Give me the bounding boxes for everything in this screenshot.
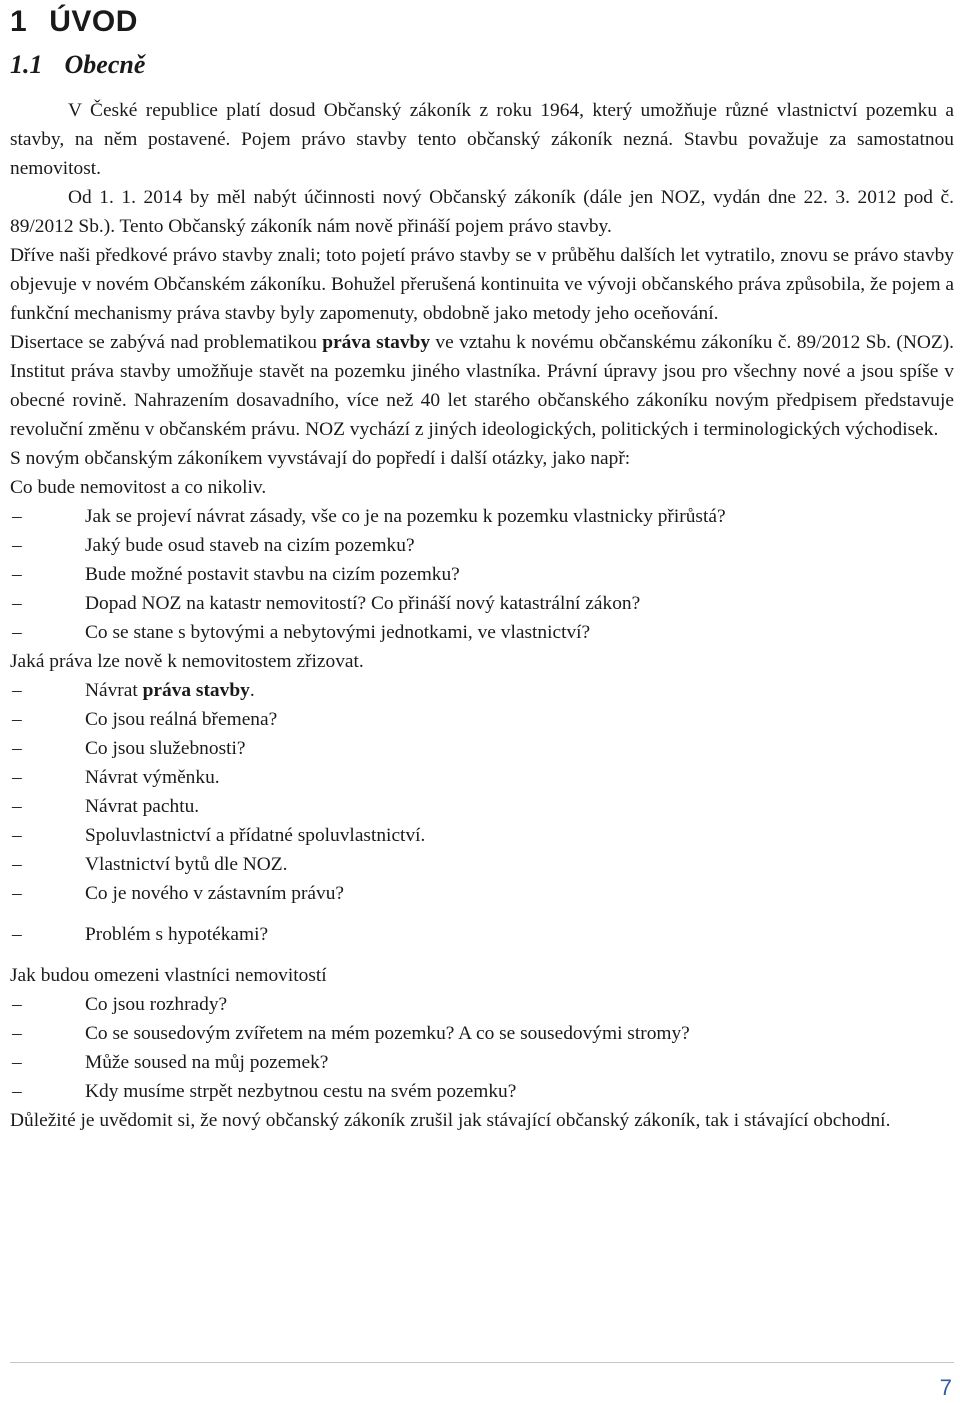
paragraph-conclusion: Důležité je uvědomit si, že nový občanský zákoník zrušil jak stávající občanský zákoník, tak i stávající obchodní. [10, 1110, 891, 1131]
list-item-text: Co se stane s bytovými a nebytovými jednotkami, ve vlastnictví? [85, 622, 591, 643]
page-number: 7 [939, 1375, 952, 1400]
body-text [10, 96, 954, 1135]
owners-list [10, 990, 954, 1106]
list-item-text: Vlastnictví bytů dle NOZ. [85, 854, 288, 875]
list-item [10, 792, 954, 821]
paragraph-questions-intro: S novým občanským zákoníkem vyvstávají do popředí i další otázky, jako např: [10, 448, 631, 469]
list-item-text: Spoluvlastnictví a přídatné spoluvlastnictví. [85, 825, 426, 846]
paragraph-property: Co bude nemovitost a co nikoliv. [10, 477, 267, 498]
list-item [10, 676, 954, 705]
dash-bullet-icon: – [12, 994, 22, 1015]
list-item [10, 1048, 954, 1077]
dash-bullet-icon: – [12, 506, 22, 527]
question-list [10, 502, 954, 647]
dash-bullet-icon: – [12, 709, 22, 730]
list-item [10, 560, 954, 589]
document-page [10, 0, 954, 1135]
dash-bullet-icon: – [12, 593, 22, 614]
list-item [10, 1019, 954, 1048]
chapter-heading [10, 0, 954, 40]
list-item-text: Problém s hypotékami? [85, 924, 269, 945]
section-number: 1.1 [10, 50, 43, 79]
list-item [10, 618, 954, 647]
dash-bullet-icon: – [12, 796, 22, 817]
list-item-text: Jak se projeví návrat zásady, vše co je na pozemku k pozemku vlastnicky přirůstá? [85, 506, 726, 527]
dash-bullet-icon: – [12, 564, 22, 585]
list-item-text: Co jsou služebnosti? [85, 738, 246, 759]
list-item [10, 502, 954, 531]
list-item [10, 879, 954, 908]
list-item [10, 1077, 954, 1106]
list-item [10, 920, 954, 949]
paragraph-dissertation [10, 328, 954, 444]
list-item [10, 734, 954, 763]
list-item-text: Návrat pachtu. [85, 796, 200, 817]
dash-bullet-icon: – [12, 883, 22, 904]
chapter-title: ÚVOD [49, 5, 138, 38]
list-item-text: Dopad NOZ na katastr nemovitostí? Co přináší nový katastrální zákon? [85, 593, 641, 614]
list-item-text: Co jsou reálná břemena? [85, 709, 278, 730]
dash-bullet-icon: – [12, 535, 22, 556]
list-item [10, 990, 954, 1019]
list-item-text: Jaký bude osud staveb na cizím pozemku? [85, 535, 415, 556]
section-title: Obecně [64, 50, 146, 79]
list-item-text: Bude možné postavit stavbu na cizím pozemku? [85, 564, 460, 585]
list-item-text: Kdy musíme strpět nezbytnou cestu na svém pozemku? [85, 1081, 517, 1102]
list-item-text: Může soused na můj pozemek? [85, 1052, 329, 1073]
dash-bullet-icon: – [12, 680, 22, 701]
footer-divider [10, 1362, 954, 1363]
paragraph-noz: Od 1. 1. 2014 by měl nabýt účinnosti nový Občanský zákoník (dále jen NOZ, vydán dne 22. 3. 2012 pod č. 89/2012 Sb.). Tento Občanský zákoník nám nově přináší pojem právo stavby. [10, 187, 954, 237]
dash-bullet-icon: – [12, 1052, 22, 1073]
paragraph-history: Dříve naši předkové právo stavby znali; toto pojetí právo stavby se v průběhu dalších let vytratilo, znovu se právo stavby objevuje v novém Občanském zákoníku. Bohužel přerušená kontinuita ve vývoji občanského práva způsobila, že pojem a funkční mechanismy práva stavby byly zapomenuty, obdobně jako metody jeho oceňování. [10, 245, 954, 324]
paragraph-intro: V České republice platí dosud Občanský zákoník z roku 1964, který umožňuje různé vlastnictví pozemku a stavby, na něm postavené. Pojem právo stavby tento občanský zákoník nezná. Stavbu považuje za samostatnou nemovitost. [10, 100, 954, 179]
paragraph-rights: Jaká práva lze nově k nemovitostem zřizovat. [10, 651, 364, 672]
list-item [10, 531, 954, 560]
list-item-text: . [249, 680, 255, 701]
bold-text: práva stavby [142, 680, 250, 701]
list-item [10, 589, 954, 618]
dash-bullet-icon: – [12, 924, 22, 945]
dash-bullet-icon: – [12, 1081, 22, 1102]
list-item [10, 850, 954, 879]
bold-text: práva stavby [322, 332, 431, 353]
chapter-number: 1 [10, 5, 28, 38]
rights-list [10, 676, 954, 949]
paragraph-owners: Jak budou omezeni vlastníci nemovitostí [10, 965, 327, 986]
dash-bullet-icon: – [12, 825, 22, 846]
list-item [10, 763, 954, 792]
section-heading [10, 48, 954, 82]
list-item [10, 705, 954, 734]
text-run: ve vztahu k novému občanskému zákoníku č. 89/2012 Sb. (NOZ). Institut práva stavby umožňuje stavět na pozemku jiného vlastníka. Právní úpravy jsou pro všechny nové a jsou spíše v obecné rovině. Nahrazením dosavadního, více než 40 let starého občanského zákoníku novým předpisem představuje revoluční změnu v občanském právu. NOZ vychází z jiných ideologických, politických i terminologických východisek. [10, 332, 954, 440]
list-item-text: Co jsou rozhrady? [85, 994, 228, 1015]
list-item [10, 821, 954, 850]
text-run: Disertace se zabývá nad problematikou [10, 332, 323, 353]
dash-bullet-icon: – [12, 854, 22, 875]
dash-bullet-icon: – [12, 622, 22, 643]
list-item-text: Návrat [85, 680, 143, 701]
list-item-text: Co se sousedovým zvířetem na mém pozemku? A co se sousedovými stromy? [85, 1023, 690, 1044]
dash-bullet-icon: – [12, 738, 22, 759]
list-item-text: Návrat výměnku. [85, 767, 220, 788]
list-item-text: Co je nového v zástavním právu? [85, 883, 345, 904]
dash-bullet-icon: – [12, 1023, 22, 1044]
dash-bullet-icon: – [12, 767, 22, 788]
